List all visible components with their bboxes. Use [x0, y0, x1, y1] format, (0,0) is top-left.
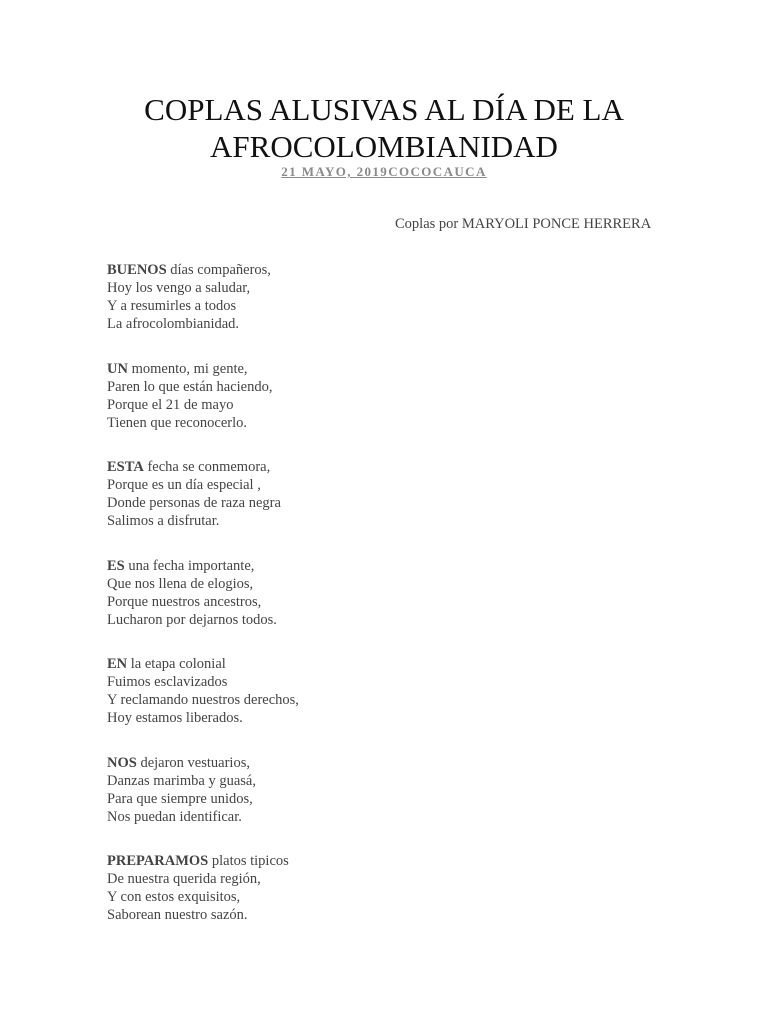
stanza — [107, 852, 667, 951]
stanza-lead-word: NOS — [107, 754, 137, 771]
stanza-line: Paren lo que están haciendo, — [107, 378, 273, 395]
page-title — [0, 91, 768, 165]
stanza — [107, 261, 667, 360]
stanza-line: Porque nuestros ancestros, — [107, 593, 262, 610]
stanza-line — [107, 852, 667, 870]
stanza-line: Nos puedan identificar. — [107, 808, 242, 825]
title-line-2: AFROCOLOMBIANIDAD — [210, 129, 558, 164]
stanza-first-line-rest: dejaron vestuarios, — [136, 754, 250, 771]
stanza-first-line-rest: días compañeros, — [166, 262, 271, 278]
stanza — [107, 557, 667, 656]
stanza-line: Hoy los vengo a saludar, — [107, 280, 251, 296]
stanza-line: Fuimos esclavizados — [107, 674, 228, 690]
stanza-line: La afrocolombianidad. — [107, 316, 240, 332]
title-line-1: COPLAS ALUSIVAS AL DÍA DE LA — [144, 92, 624, 127]
stanza-first-line-rest: fecha se conmemora, — [143, 459, 271, 475]
stanza-line: Y a resumirles a todos — [107, 298, 237, 314]
stanza — [107, 360, 667, 459]
stanza — [107, 458, 667, 557]
stanza-line — [107, 557, 667, 575]
stanza — [107, 754, 667, 853]
stanza — [107, 655, 667, 754]
stanza-line — [107, 458, 667, 476]
stanza-first-line-rest: una fecha importante, — [124, 557, 255, 574]
stanza-line: Para que siempre unidos, — [107, 790, 253, 807]
poem-body — [107, 261, 667, 951]
post-author-link[interactable]: COCOCAUCA — [388, 164, 487, 179]
stanza-line — [107, 754, 667, 772]
stanza-first-line-rest: momento, mi gente, — [127, 360, 248, 377]
stanza-first-line-rest: la etapa colonial — [127, 656, 226, 672]
stanza-line: Y reclamando nuestros derechos, — [107, 692, 299, 708]
stanza-line: Lucharon por dejarnos todos. — [107, 611, 277, 628]
stanza-line: Y con estos exquisitos, — [107, 889, 241, 905]
stanza-lead-word: ES — [107, 557, 125, 574]
stanza-line: Porque es un día especial , — [107, 477, 261, 493]
stanza-line — [107, 655, 667, 673]
stanza-lead-word: EN — [107, 656, 128, 672]
post-date-link[interactable]: 21 MAYO, 2019 — [281, 164, 389, 179]
stanza-line: Porque el 21 de mayo — [107, 396, 234, 413]
stanza-line — [107, 360, 667, 378]
stanza-lead-word: UN — [107, 360, 128, 377]
byline: Coplas por MARYOLI PONCE HERRERA — [395, 216, 652, 232]
stanza-lead-word: BUENOS — [107, 262, 167, 278]
stanza-line: Tienen que reconocerlo. — [107, 414, 247, 431]
stanza-line: Hoy estamos liberados. — [107, 710, 243, 726]
stanza-line — [107, 261, 667, 279]
stanza-line: Salimos a disfrutar. — [107, 513, 220, 529]
stanza-lead-word: PREPARAMOS — [107, 853, 209, 869]
stanza-line: Donde personas de raza negra — [107, 495, 281, 511]
stanza-line: Danzas marimba y guasá, — [107, 772, 256, 789]
stanza-line: De nuestra querida región, — [107, 871, 261, 887]
stanza-first-line-rest: platos tipicos — [208, 853, 289, 869]
stanza-lead-word: ESTA — [107, 459, 144, 475]
stanza-line: Saborean nuestro sazón. — [107, 907, 248, 923]
post-meta — [0, 164, 768, 180]
stanza-line: Que nos llena de elogios, — [107, 575, 254, 592]
